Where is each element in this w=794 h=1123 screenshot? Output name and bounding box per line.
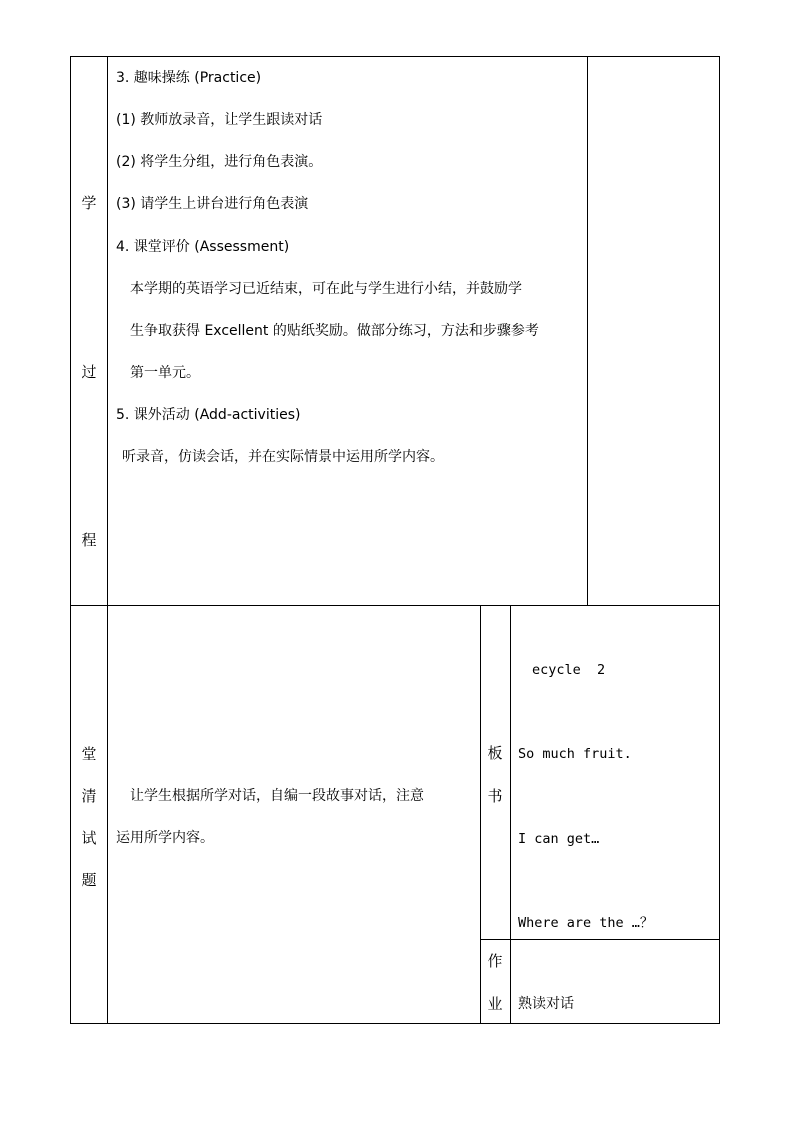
practice-step-1: (1) 教师放录音，让学生跟读对话 (116, 112, 323, 128)
side-label-char: 过 (81, 363, 97, 381)
assessment-text: 第一单元。 (130, 365, 200, 381)
activities-text: 听录音，仿读会话，并在实际情景中运用所学内容。 (122, 449, 444, 465)
table-border-bottom (70, 1023, 720, 1024)
assessment-heading: 4. 课堂评价 (Assessment) (116, 239, 290, 255)
practice-step-2: (2) 将学生分组，进行角色表演。 (116, 154, 323, 170)
board-line: Where are the …？ (518, 915, 654, 931)
side-label-char: 学 (81, 194, 97, 212)
assessment-text: 生争取获得 Excellent 的贴纸奖励。做部分练习，方法和步骤参考 (130, 323, 539, 339)
side-label-char: 清 (81, 787, 97, 805)
homework-label-char: 作 (487, 952, 503, 970)
side-label-char: 程 (81, 531, 97, 549)
board-line: I can get… (518, 831, 600, 847)
side-label-char: 题 (81, 871, 97, 889)
quiz-text: 让学生根据所学对话，自编一段故事对话，注意 (130, 788, 424, 804)
practice-step-3: (3) 请学生上讲台进行角色表演 (116, 196, 309, 212)
board-homework-divider (480, 939, 720, 940)
side-label-char: 堂 (81, 745, 97, 763)
practice-heading: 3. 趣味操练 (Practice) (116, 70, 262, 86)
board-line: So much fruit. (518, 746, 632, 762)
side-label-char: 试 (81, 829, 97, 847)
homework-label-char: 业 (487, 995, 503, 1013)
assessment-text: 本学期的英语学习已近结束，可在此与学生进行小结，并鼓励学 (130, 281, 522, 297)
board-label-char: 书 (487, 787, 503, 805)
board-line: ecycle 2 (532, 662, 606, 678)
homework-text: 熟读对话 (518, 996, 574, 1012)
label-column-divider (107, 56, 108, 1024)
process-right-divider (587, 56, 588, 606)
table-border-right (719, 56, 720, 1024)
table-row-divider (70, 605, 720, 606)
activities-heading: 5. 课外活动 (Add-activities) (116, 407, 301, 423)
board-label-char: 板 (487, 744, 503, 762)
quiz-text: 运用所学内容。 (116, 830, 214, 846)
table-border-top (70, 56, 720, 57)
